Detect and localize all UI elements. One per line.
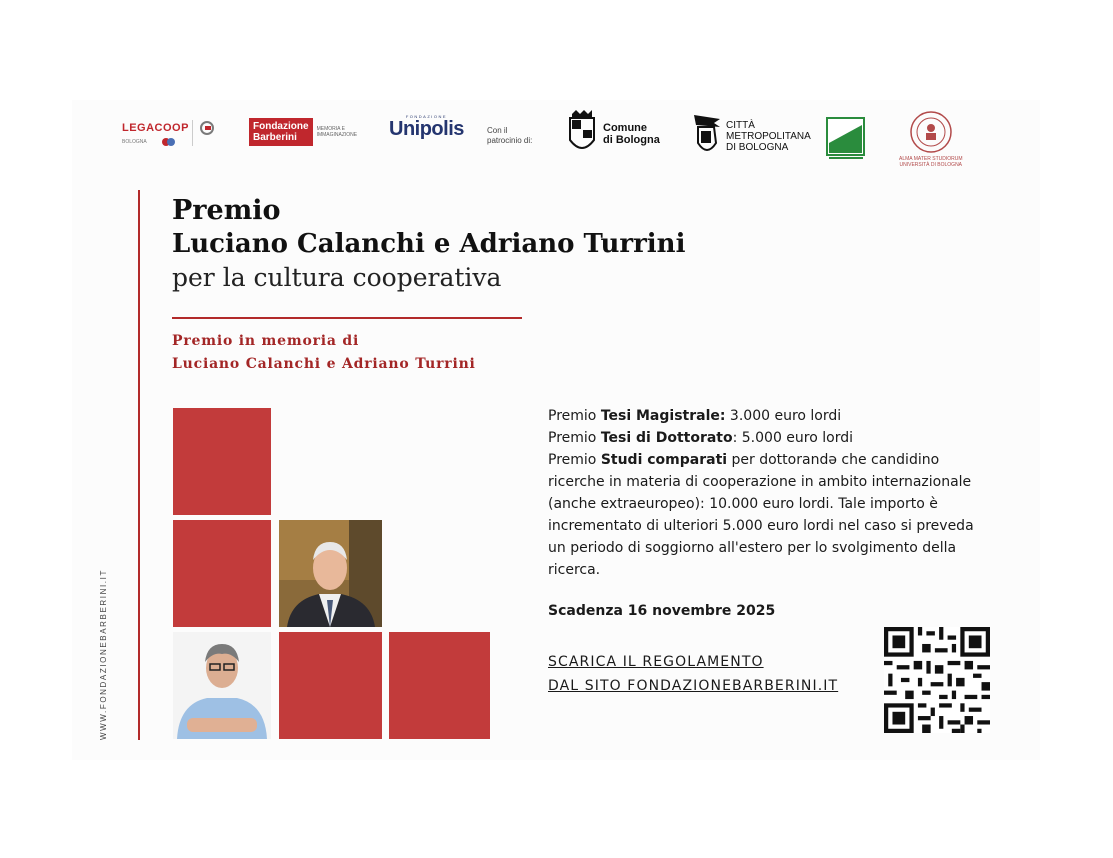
circles-mark-icon <box>161 137 177 147</box>
portrait-adriano-turrini <box>173 632 271 739</box>
legacoop-name: LEGACOOP <box>122 122 189 134</box>
legacoop-logo <box>122 120 196 147</box>
prize-dottorato <box>548 427 988 449</box>
legacoop-sub: BOLOGNA <box>122 139 147 145</box>
decor-square-2 <box>173 520 271 627</box>
barberini-tag2: IMMAGINAZIONE <box>316 132 358 138</box>
memorial-line2: Luciano Calanchi e Adriano Turrini <box>172 356 476 372</box>
prize-amount: 3.000 euro lordi <box>725 408 842 424</box>
comune-line1: Comune <box>603 122 647 134</box>
vertical-website-url: WWW.FONDAZIONEBARBERINI.IT <box>99 569 108 740</box>
comune-bologna-logo <box>566 110 660 158</box>
prize-magistrale <box>548 405 988 427</box>
prize-description: per dottorandə che candidino ricerche in materia di cooperazione in ambito internazionale (anche extraeuropeo): 10.000 euro lordi. Tale importo è incrementato di ulteriori 5.000 euro lordi nel caso si preveda un periodo di soggiorno all'estero per lo svolgimento della ricerca. <box>548 452 974 578</box>
website-link[interactable]: DAL SITO FONDAZIONEBARBERINI.IT <box>548 678 839 694</box>
unipolis-logo <box>389 114 464 139</box>
barberini-line1: Fondazione <box>253 121 309 132</box>
prize-prefix: Premio <box>548 452 601 468</box>
citta-line2: METROPOLITANA <box>726 130 811 142</box>
citta-line3: DI BOLOGNA <box>726 141 789 153</box>
prize-comparati <box>548 449 988 581</box>
memorial-line1: Premio in memoria di <box>172 333 360 349</box>
fondazione-barberini-logo <box>249 118 357 146</box>
portrait-luciano-calanchi <box>279 520 382 627</box>
banner-crest-icon <box>692 113 722 159</box>
portrait-image <box>173 632 271 739</box>
patronage-line2: patrocinio di: <box>487 136 533 145</box>
alma-line2: UNIVERSITÀ DI BOLOGNA <box>899 162 963 168</box>
coop-mark-icon <box>199 120 215 136</box>
prize-label: Tesi di Dottorato <box>600 430 733 446</box>
decor-square-3 <box>279 632 382 739</box>
portrait-image <box>279 520 382 627</box>
alma-line1: ALMA MATER STUDIORUM <box>899 156 963 162</box>
patronage-label <box>487 126 532 146</box>
prize-label: Studi comparati <box>600 452 728 468</box>
university-seal-icon <box>909 110 953 154</box>
regione-emilia-romagna-logo <box>826 117 866 161</box>
decor-square-1 <box>173 408 271 515</box>
citta-metropolitana-logo <box>692 113 811 159</box>
deadline: Scadenza 16 novembre 2025 <box>548 603 776 619</box>
comune-line2: di Bologna <box>603 134 660 146</box>
patronage-line1: Con il <box>487 126 508 135</box>
download-regulation-link[interactable]: SCARICA IL REGOLAMENTO <box>548 654 764 670</box>
citta-line1: CITTÀ <box>726 119 755 131</box>
prize-amount: : 5.000 euro lordi <box>732 430 853 446</box>
coat-of-arms-icon <box>566 110 598 158</box>
barberini-line2: Barberini <box>253 132 297 143</box>
prize-info <box>548 405 988 581</box>
title-subtitle: per la cultura cooperativa <box>172 263 502 292</box>
prize-label: Tesi Magistrale: <box>600 408 726 424</box>
unipolis-name: Unipolis <box>389 118 464 140</box>
prize-prefix: Premio <box>548 408 601 424</box>
qr-code[interactable] <box>884 627 990 733</box>
decor-square-4 <box>389 632 490 739</box>
accent-vertical-line <box>138 190 140 740</box>
title-names: Luciano Calanchi e Adriano Turrini <box>172 229 686 259</box>
logo-divider <box>192 120 193 146</box>
title-divider <box>172 317 522 319</box>
title-premio: Premio <box>172 195 281 226</box>
barberini-tag1: MEMORIA E <box>316 126 345 132</box>
prize-prefix: Premio <box>548 430 601 446</box>
unipolis-small: FONDAZIONE <box>405 114 448 119</box>
alma-mater-logo <box>899 110 963 168</box>
